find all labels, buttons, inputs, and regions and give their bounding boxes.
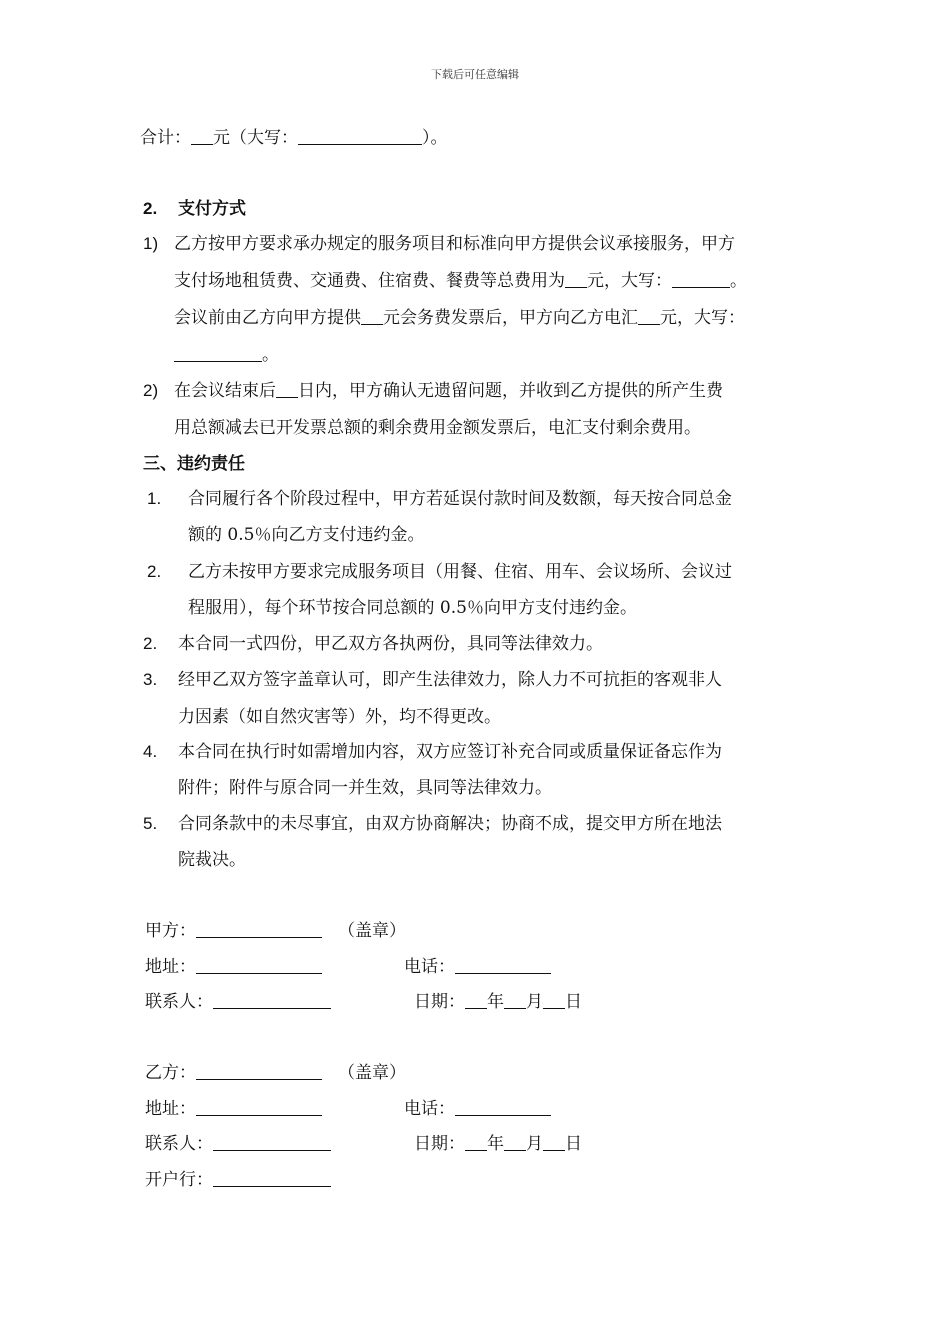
payment-total-fee-uppercase-blank bbox=[672, 270, 730, 288]
party-a-year-label: 年 bbox=[487, 992, 504, 1012]
breach-item-2-line-2: 程服用），每个环节按合同总额的 0.5％向甲方支付违约金。 bbox=[188, 598, 637, 618]
party-b-contact-row bbox=[145, 1132, 331, 1156]
payment-total-fee-end: 。 bbox=[730, 271, 747, 291]
payment-invoice-text: 会议前由乙方向甲方提供 bbox=[174, 308, 361, 328]
total-close: ）。 bbox=[422, 128, 448, 148]
page-header: 下载后可任意编辑 bbox=[431, 68, 519, 81]
party-b-name-blank bbox=[196, 1062, 322, 1080]
payment-item-2-number: 2) bbox=[143, 381, 159, 400]
payment-item-1-number: 1) bbox=[143, 234, 159, 253]
party-b-contact-blank bbox=[213, 1133, 331, 1151]
party-b-address-label: 地址： bbox=[145, 1099, 196, 1119]
party-a-name-blank bbox=[196, 920, 322, 938]
party-b-phone-row bbox=[404, 1097, 551, 1121]
party-b-address-blank bbox=[196, 1098, 322, 1116]
total-line bbox=[140, 126, 448, 150]
clause-copies-line-1: 本合同一式四份，甲乙双方各执两份，具同等法律效力。 bbox=[178, 634, 603, 654]
payment-wire-text: 元会务费发票后，甲方向乙方电汇 bbox=[383, 308, 638, 328]
party-a-address-label: 地址： bbox=[145, 957, 196, 977]
party-b-seal: （盖章） bbox=[338, 1063, 406, 1083]
payment-wire-blank bbox=[638, 307, 660, 325]
payment-item-1-end: 。 bbox=[262, 345, 279, 365]
payment-wire-uppercase-label: 元，大写： bbox=[660, 308, 745, 328]
payment-total-fee-blank bbox=[565, 270, 587, 288]
party-a-month-blank bbox=[504, 991, 526, 1009]
clause-supplement-line-1: 本合同在执行时如需增加内容，双方应签订补充合同或质量保证备忘作为 bbox=[178, 742, 722, 762]
party-a-address-row bbox=[145, 955, 322, 979]
breach-item-1-line-2: 额的 0.5％向乙方支付违约金。 bbox=[188, 525, 425, 545]
breach-item-2-number: 2. bbox=[147, 562, 162, 581]
clause-supplement-line-2: 附件；附件与原合同一并生效，具同等法律效力。 bbox=[178, 778, 552, 798]
party-a-name-label: 甲方： bbox=[145, 921, 196, 941]
payment-item-1-line-1: 乙方按甲方要求承办规定的服务项目和标准向甲方提供会议承接服务，甲方 bbox=[174, 234, 735, 254]
section-payment-title: 支付方式 bbox=[178, 199, 246, 219]
clause-disputes-line-2: 院裁决。 bbox=[178, 850, 246, 870]
total-uppercase-blank bbox=[298, 127, 422, 145]
payment-item-1-line-4 bbox=[174, 343, 279, 367]
clause-disputes-number: 5. bbox=[143, 814, 158, 833]
payment-days-blank bbox=[276, 380, 298, 398]
payment-invoice-blank bbox=[361, 307, 383, 325]
party-a-seal: （盖章） bbox=[338, 921, 406, 941]
party-a-date-row bbox=[414, 990, 582, 1014]
clause-effect-line-1: 经甲乙双方签字盖章认可，即产生法律效力，除人力不可抗拒的客观非人 bbox=[178, 670, 722, 690]
total-unit: 元（大写： bbox=[213, 128, 298, 148]
party-b-day-label: 日 bbox=[565, 1134, 582, 1154]
party-a-day-label: 日 bbox=[565, 992, 582, 1012]
party-a-phone-row bbox=[404, 955, 551, 979]
breach-item-1-number: 1. bbox=[147, 489, 162, 508]
clause-effect-line-2: 力因素（如自然灾害等）外，均不得更改。 bbox=[178, 707, 501, 727]
payment-item-2-line-2: 用总额减去已开发票总额的剩余费用金额发票后，电汇支付剩余费用。 bbox=[174, 418, 701, 438]
party-b-year-blank bbox=[465, 1133, 487, 1151]
party-b-name-label: 乙方： bbox=[145, 1063, 196, 1083]
party-a-contact-blank bbox=[213, 991, 331, 1009]
section-payment-number: 2. bbox=[143, 199, 158, 218]
party-b-day-blank bbox=[543, 1133, 565, 1151]
party-b-address-row bbox=[145, 1097, 322, 1121]
party-a-date-label: 日期： bbox=[414, 992, 465, 1012]
party-a-contact-row bbox=[145, 990, 331, 1014]
payment-total-fee-text: 支付场地租赁费、交通费、住宿费、餐费等总费用为 bbox=[174, 271, 565, 291]
breach-item-2-line-1: 乙方未按甲方要求完成服务项目（用餐、住宿、用车、会议场所、会议过 bbox=[188, 562, 732, 582]
party-a-year-blank bbox=[465, 991, 487, 1009]
party-b-date-label: 日期： bbox=[414, 1134, 465, 1154]
clause-effect-number: 3. bbox=[143, 670, 158, 689]
payment-days-text: 在会议结束后 bbox=[174, 381, 276, 401]
party-b-month-label: 月 bbox=[526, 1134, 543, 1154]
party-a-month-label: 月 bbox=[526, 992, 543, 1012]
party-b-date-row bbox=[414, 1132, 582, 1156]
total-label: 合计： bbox=[140, 128, 191, 148]
breach-item-1-line-1: 合同履行各个阶段过程中，甲方若延误付款时间及数额，每天按合同总金 bbox=[188, 489, 732, 509]
total-amount-blank bbox=[191, 127, 213, 145]
section-breach-title: 三、违约责任 bbox=[143, 454, 245, 474]
payment-wire-uppercase-blank bbox=[174, 344, 262, 362]
party-a-contact-label: 联系人： bbox=[145, 992, 213, 1012]
payment-item-1-line-3 bbox=[174, 306, 745, 330]
party-a-day-blank bbox=[543, 991, 565, 1009]
party-b-contact-label: 联系人： bbox=[145, 1134, 213, 1154]
party-b-bank-label: 开户行： bbox=[145, 1170, 213, 1190]
party-b-year-label: 年 bbox=[487, 1134, 504, 1154]
party-b-month-blank bbox=[504, 1133, 526, 1151]
party-b-name-row bbox=[145, 1061, 322, 1085]
party-a-name-row bbox=[145, 919, 322, 943]
party-b-phone-blank bbox=[455, 1098, 551, 1116]
party-a-phone-label: 电话： bbox=[404, 957, 455, 977]
party-a-phone-blank bbox=[455, 956, 551, 974]
payment-item-2-line-1 bbox=[174, 379, 723, 403]
clause-disputes-line-1: 合同条款中的未尽事宜，由双方协商解决；协商不成，提交甲方所在地法 bbox=[178, 814, 722, 834]
party-b-bank-blank bbox=[213, 1169, 331, 1187]
payment-total-fee-unit: 元，大写： bbox=[587, 271, 672, 291]
party-b-bank-row bbox=[145, 1168, 331, 1192]
party-a-address-blank bbox=[196, 956, 322, 974]
clause-copies-number: 2. bbox=[143, 634, 158, 653]
payment-item-1-line-2 bbox=[174, 269, 747, 293]
party-b-phone-label: 电话： bbox=[404, 1099, 455, 1119]
clause-supplement-number: 4. bbox=[143, 742, 158, 761]
payment-days-rest: 日内，甲方确认无遗留问题，并收到乙方提供的所产生费 bbox=[298, 381, 723, 401]
